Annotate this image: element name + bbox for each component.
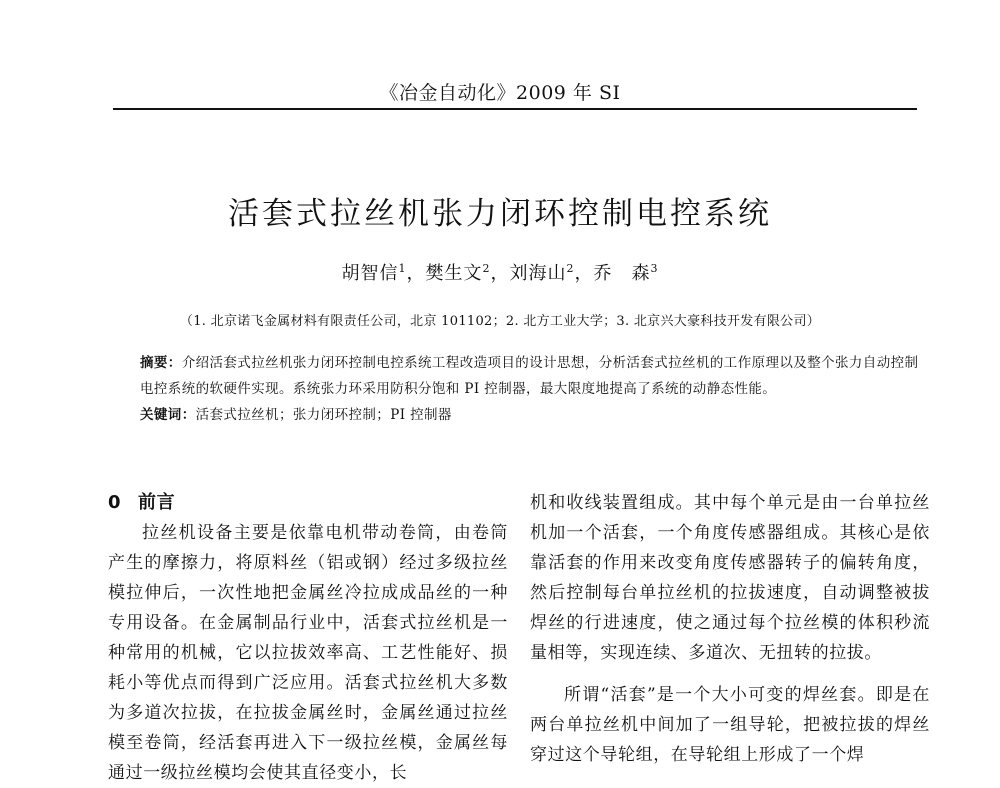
keywords bbox=[140, 402, 920, 428]
body-paragraph: 机和收线装置组成。其中每个单元是由一台单拉丝机加一个活套，一个角度传感器组成。其核心是依靠活套的作用来改变角度传感器转子的偏转角度，然后控制每台单拉丝机的拉拔速度，自动调整被拔焊丝的行进速度，使之通过每个拉丝模的体积秒流量相等，实现连续、多道次、无扭转的拉拔。 bbox=[530, 493, 930, 663]
abstract-text: 介绍活套式拉丝机张力闭环控制电控系统工程改造项目的设计思想，分析活套式拉丝机的工作原理以及整个张力自动控制电控系统的软硬件实现。系统张力环采用防积分饱和 PI 控制器，最大限度地提高了系统的动静态性能。 bbox=[140, 355, 919, 397]
author-separator: ， bbox=[490, 263, 510, 284]
author-separator: ， bbox=[574, 263, 594, 284]
right-column bbox=[530, 488, 930, 770]
body-paragraph: 拉丝机设备主要是依靠电机带动卷筒，由卷筒产生的摩擦力，将原料丝（铝或钢）经过多级拉丝模拉伸后，一次性地把金属丝冷拉成成品丝的一种专用设备。在金属制品行业中，活套式拉丝机是一种常用的机械，它以拉拔效率高、工艺性能好、损耗小等优点而得到广泛应用。活套式拉丝机大多数为多道次拉拔，在拉拔金属丝时，金属丝通过拉丝模至卷筒，经活套再进入下一级拉丝模，金属丝每通过一级拉丝模均会使其直径变小，长 bbox=[108, 523, 508, 783]
left-column bbox=[108, 488, 508, 788]
abstract-block bbox=[140, 350, 920, 428]
journal-header: 《冶金自动化》2009 年 SI bbox=[379, 82, 621, 104]
paper-title: 活套式拉丝机张力闭环控制电控系统 bbox=[228, 196, 772, 232]
keywords-text: 活套式拉丝机；张力闭环控制；PI 控制器 bbox=[195, 407, 452, 423]
body-paragraph: 所谓“活套”是一个大小可变的焊丝套。即是在两台单拉丝机中间加了一组导轮，把被拉拔的焊丝穿过这个导轮组，在导轮组上形成了一个焊 bbox=[530, 685, 930, 765]
section-heading bbox=[108, 488, 508, 518]
author-affil-mark: 1 bbox=[398, 262, 407, 275]
section-number: 0 bbox=[108, 492, 122, 513]
section-title: 前言 bbox=[138, 492, 176, 513]
author-affil-mark: 3 bbox=[650, 262, 659, 275]
author-name: 刘海山 bbox=[509, 263, 567, 284]
author-name: 樊生文 bbox=[425, 263, 483, 284]
abstract bbox=[140, 350, 920, 402]
abstract-label: 摘要： bbox=[140, 355, 182, 371]
keywords-label: 关键词： bbox=[140, 407, 196, 423]
affiliations: （1. 北京诺飞金属材料有限责任公司，北京 101102；2. 北方工业大学；3. 北京兴大豪科技开发有限公司） bbox=[179, 314, 821, 329]
header-rule bbox=[113, 108, 917, 110]
author-name: 胡智信 bbox=[341, 263, 399, 284]
author-separator: ， bbox=[406, 263, 426, 284]
author-affil-mark: 2 bbox=[482, 262, 491, 275]
author-list bbox=[0, 259, 1000, 285]
author-name: 乔 森 bbox=[593, 263, 651, 284]
author-affil-mark: 2 bbox=[566, 262, 575, 275]
